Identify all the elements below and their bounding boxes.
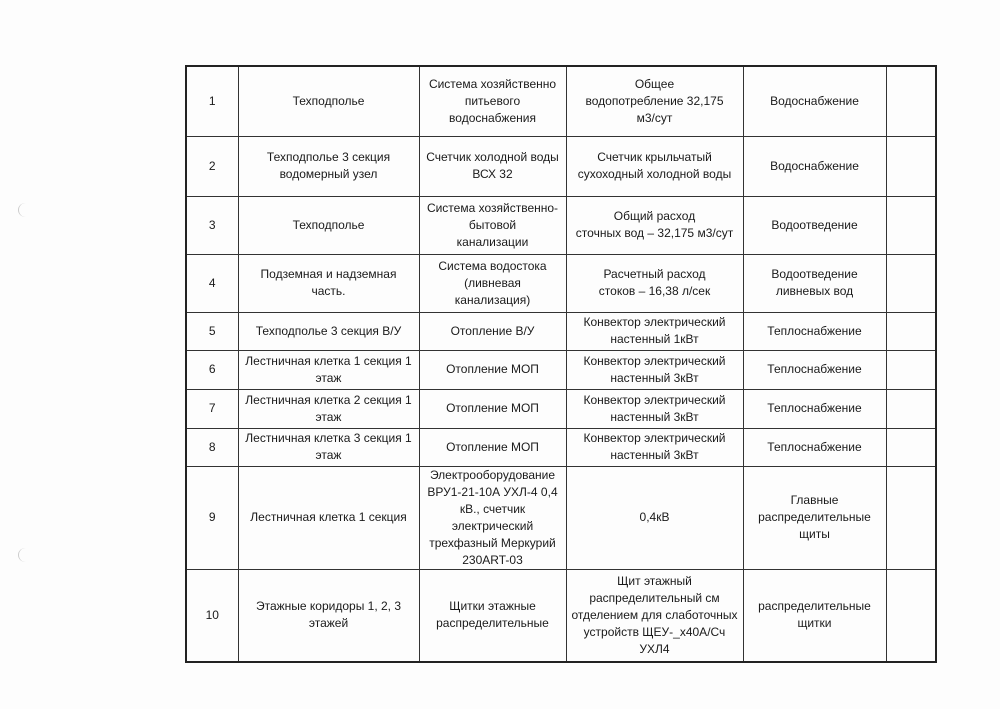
cell-note: [886, 196, 936, 254]
cell-category: Теплоснабжение: [743, 428, 886, 466]
cell-equipment: Конвектор электрический настенный 3кВт: [566, 350, 743, 389]
cell-system: Щитки этажные распределительные: [419, 569, 566, 662]
cell-equipment: Расчетный расход стоков – 16,38 л/сек: [566, 254, 743, 312]
cell-system: Счетчик холодной воды ВСХ 32: [419, 136, 566, 196]
table-row: [186, 312, 936, 350]
cell-num: 2: [186, 136, 238, 196]
table-row: [186, 569, 936, 662]
cell-category: Теплоснабжение: [743, 350, 886, 389]
cell-equipment: Конвектор электрический настенный 3кВт: [566, 428, 743, 466]
cell-num: 4: [186, 254, 238, 312]
cell-location: Техподполье 3 секция В/У: [238, 312, 419, 350]
cell-num: 8: [186, 428, 238, 466]
cell-note: [886, 569, 936, 662]
cell-equipment: Счетчик крыльчатый сухоходный холодной воды: [566, 136, 743, 196]
cell-equipment: Щит этажный распределительный см отделением для слаботочных устройств ЩЕУ-_х40А/Сч УХЛ4: [566, 569, 743, 662]
cell-system: Отопление МОП: [419, 428, 566, 466]
cell-category: Водоотведение ливневых вод: [743, 254, 886, 312]
table-row: [186, 350, 936, 389]
cell-equipment: 0,4кВ: [566, 466, 743, 569]
cell-system: Отопление МОП: [419, 389, 566, 428]
cell-system: Электрооборудование ВРУ1-21-10А УХЛ-4 0,4 кВ., счетчик электрический трехфазный Меркурий 230ART-03: [419, 466, 566, 569]
cell-num: 3: [186, 196, 238, 254]
cell-equipment: Общее водопотребление 32,175 м3/сут: [566, 66, 743, 136]
cell-location: Техподполье 3 секция водомерный узел: [238, 136, 419, 196]
cell-num: 6: [186, 350, 238, 389]
cell-category: распределительные щитки: [743, 569, 886, 662]
cell-location: Техподполье: [238, 196, 419, 254]
table-row: [186, 66, 936, 136]
cell-note: [886, 66, 936, 136]
cell-num: 10: [186, 569, 238, 662]
cell-equipment: Конвектор электрический настенный 1кВт: [566, 312, 743, 350]
table-row: [186, 389, 936, 428]
cell-note: [886, 312, 936, 350]
cell-category: Теплоснабжение: [743, 312, 886, 350]
punch-hole-mark: [18, 548, 33, 562]
cell-note: [886, 389, 936, 428]
cell-num: 7: [186, 389, 238, 428]
equipment-table: [185, 65, 937, 663]
cell-location: Лестничная клетка 1 секция 1 этаж: [238, 350, 419, 389]
cell-location: Подземная и надземная часть.: [238, 254, 419, 312]
cell-system: Отопление МОП: [419, 350, 566, 389]
cell-system: Отопление В/У: [419, 312, 566, 350]
cell-num: 5: [186, 312, 238, 350]
table-row: [186, 428, 936, 466]
cell-system: Система хозяйственно- бытовой канализации: [419, 196, 566, 254]
cell-equipment: Общий расход сточных вод – 32,175 м3/сут: [566, 196, 743, 254]
table-row: [186, 466, 936, 569]
cell-location: Лестничная клетка 1 секция: [238, 466, 419, 569]
cell-num: 1: [186, 66, 238, 136]
cell-note: [886, 136, 936, 196]
cell-note: [886, 428, 936, 466]
table-row: [186, 136, 936, 196]
cell-location: Лестничная клетка 3 секция 1 этаж: [238, 428, 419, 466]
cell-category: Водоснабжение: [743, 66, 886, 136]
cell-note: [886, 466, 936, 569]
cell-system: Система хозяйственно питьевого водоснабжения: [419, 66, 566, 136]
cell-location: Лестничная клетка 2 секция 1 этаж: [238, 389, 419, 428]
cell-num: 9: [186, 466, 238, 569]
cell-category: Главные распределительные щиты: [743, 466, 886, 569]
cell-location: Техподполье: [238, 66, 419, 136]
cell-category: Теплоснабжение: [743, 389, 886, 428]
cell-equipment: Конвектор электрический настенный 3кВт: [566, 389, 743, 428]
table-row: [186, 196, 936, 254]
cell-note: [886, 350, 936, 389]
cell-category: Водоснабжение: [743, 136, 886, 196]
cell-category: Водоотведение: [743, 196, 886, 254]
table-row: [186, 254, 936, 312]
cell-location: Этажные коридоры 1, 2, 3 этажей: [238, 569, 419, 662]
cell-note: [886, 254, 936, 312]
punch-hole-mark: [18, 203, 33, 217]
cell-system: Система водостока (ливневая канализация): [419, 254, 566, 312]
